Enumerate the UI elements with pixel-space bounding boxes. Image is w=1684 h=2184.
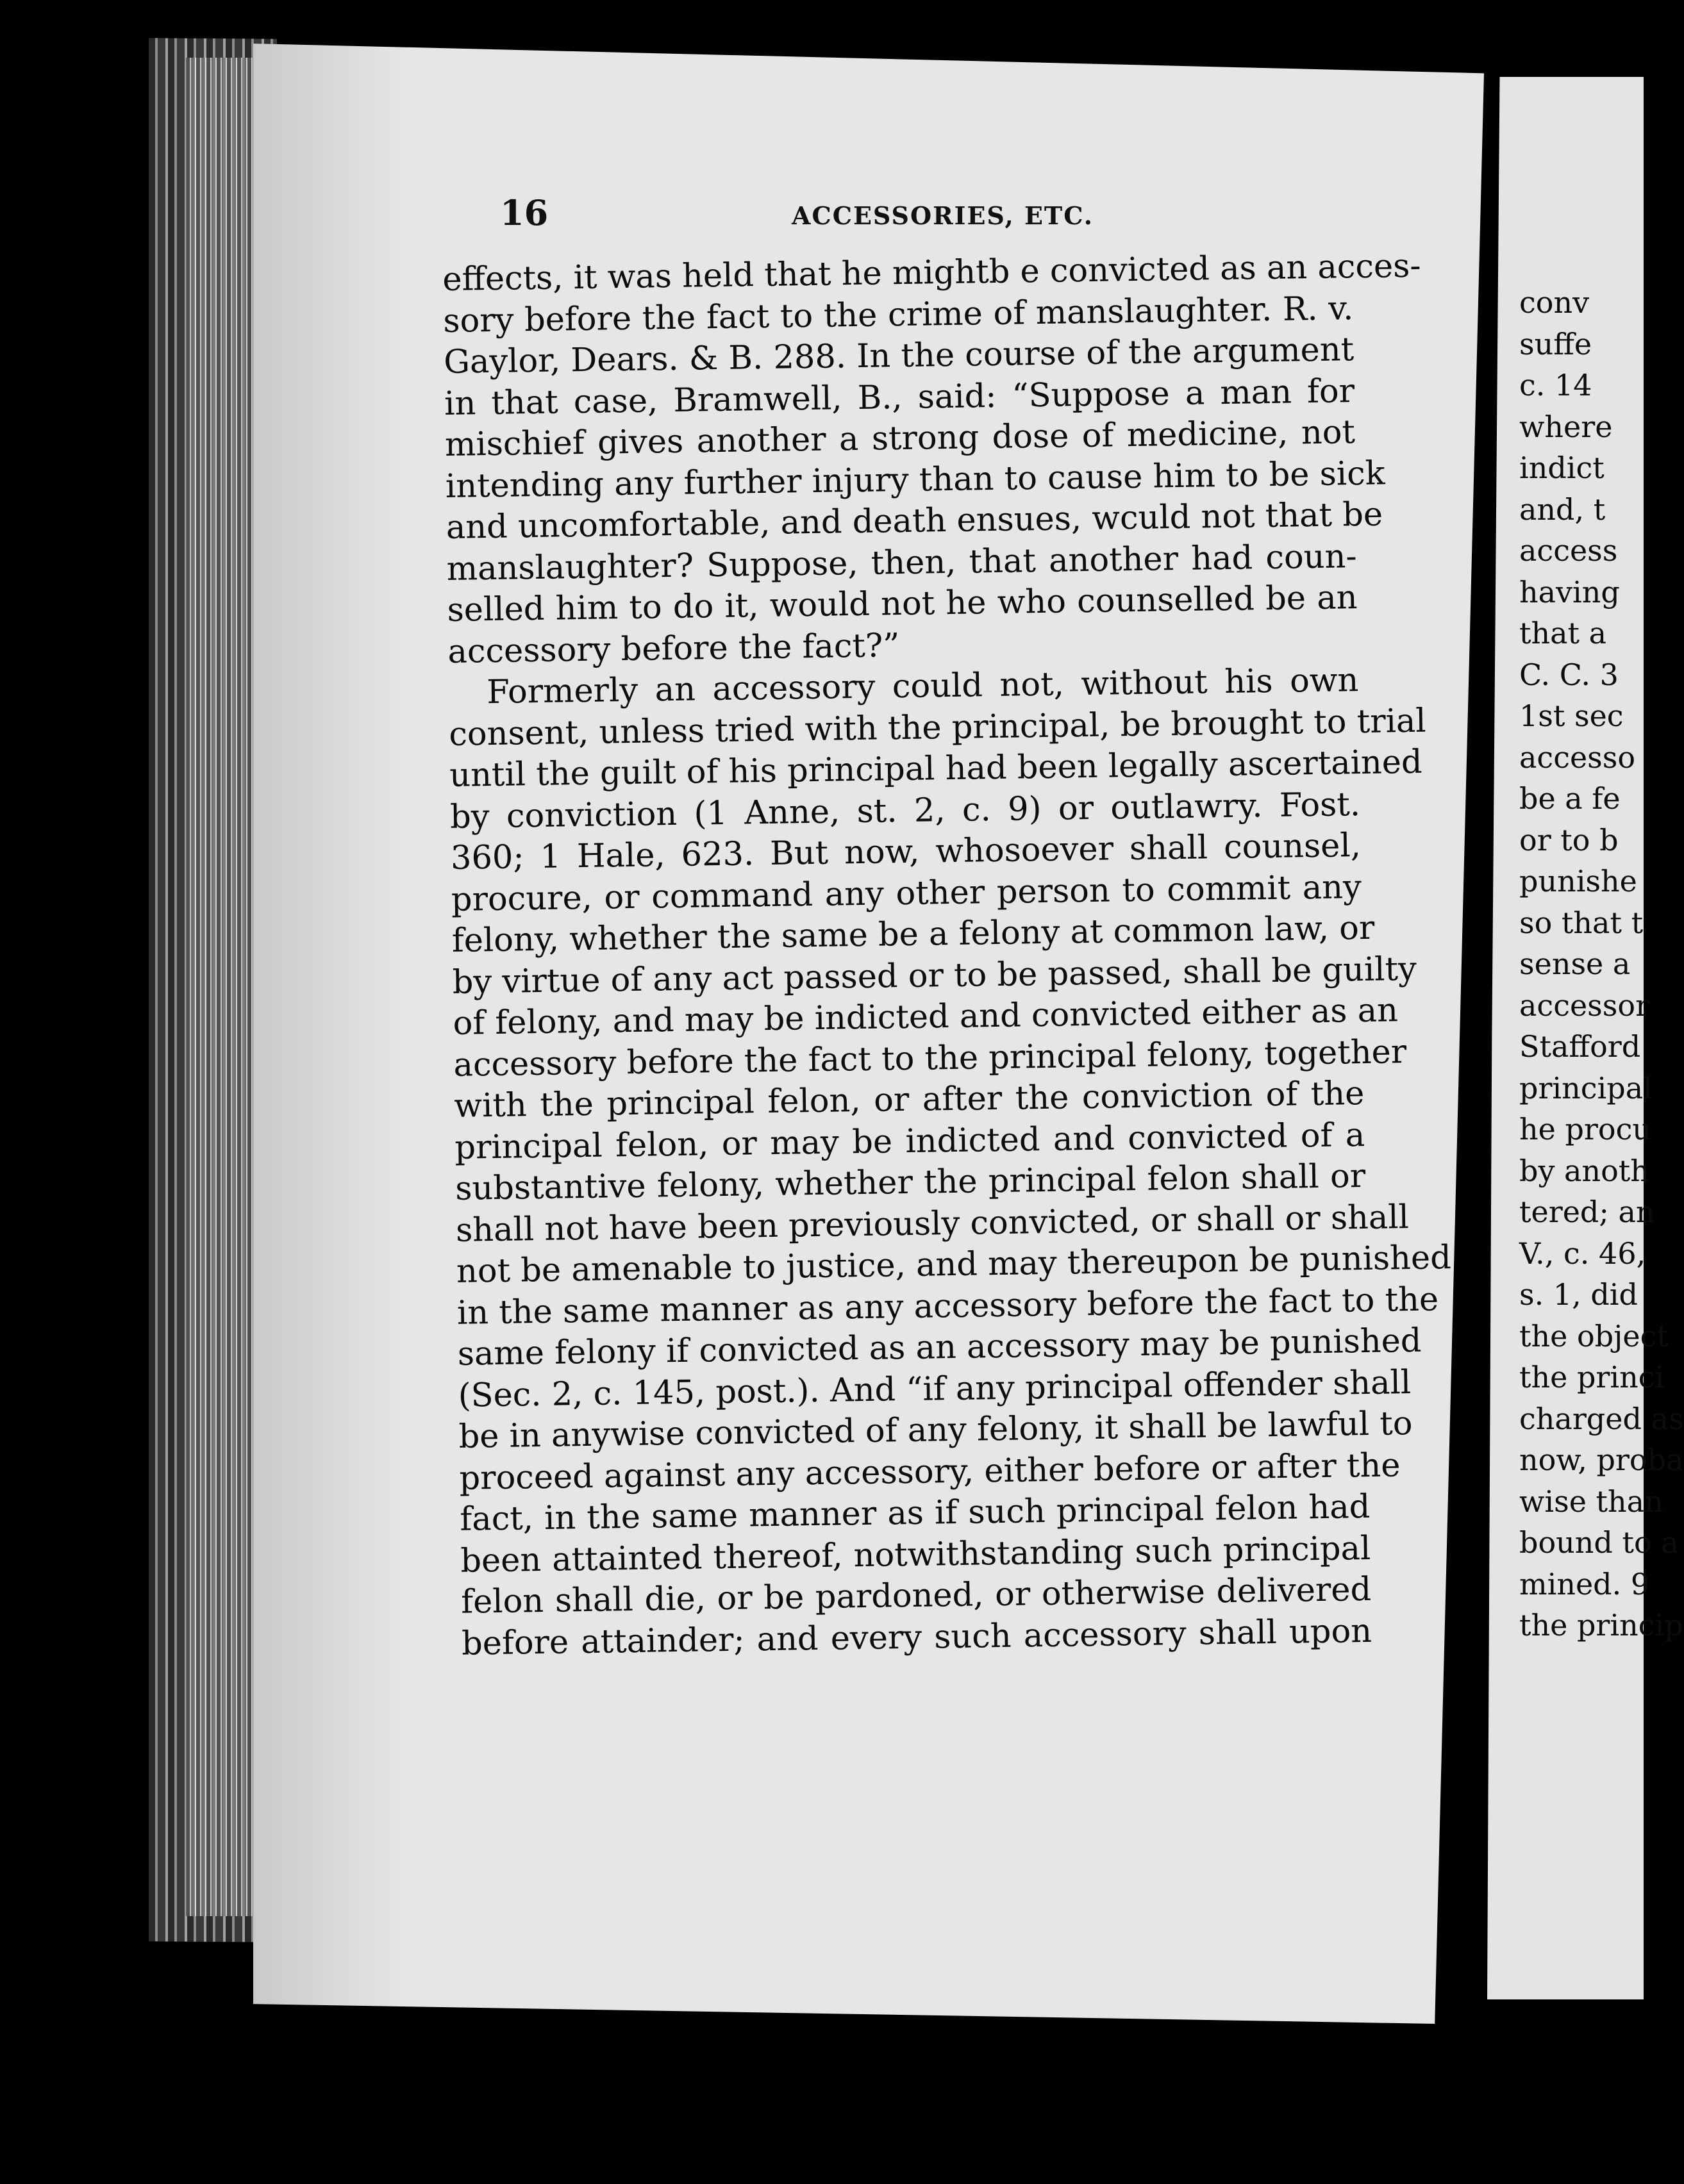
page-header [500,192,1397,244]
right-page-line: mined. 9 [1519,1566,1650,1601]
right-page-line: Stafford [1519,1029,1641,1064]
right-page-line: indict [1519,451,1605,485]
body-line: and uncomfortable, and death ensues, wculd not that be [446,495,1383,547]
body-line: fact, in the same manner as if such principal felon had [460,1487,1371,1539]
body-line: 360; 1 Hale, 623. But now, whosoever shall counsel, [450,827,1362,877]
right-page-line: the princi [1519,1360,1665,1394]
body-line: substantive felony, whether the principal felon shall or [454,1157,1366,1208]
body-line: in the same manner as any accessory before the fact to the [456,1280,1439,1332]
right-page-line: accesso [1519,740,1636,775]
body-line: felony, whether the same be a felony at common law, or [451,909,1375,960]
body-line: effects, it was held that he mightb e convicted as an acces- [442,247,1421,299]
left-page-gutter-shade [253,44,407,2024]
body-line: by conviction (1 Anne, st. 2, c. 9) or outlawry. Fost. [449,785,1361,836]
body-text [442,247,1452,1665]
body-line: be in anywise convicted of any felony, it shall be lawful to [458,1405,1413,1456]
right-page-line: principal [1519,1070,1653,1105]
body-line: mischief gives another a strong dose of medicine, not [444,413,1356,464]
right-page-line: 1st sec [1519,699,1624,733]
right-page-text [1519,282,1684,1646]
body-line: in that case, Bramwell, B., said: “Suppose a man for [444,372,1355,423]
right-page-line: charged as [1519,1401,1684,1436]
body-line: Formerly an accessory could not, without his own [487,661,1359,712]
right-page-line: he procu [1519,1112,1651,1146]
body-line: manslaughter? Suppose, then, that another had coun- [446,537,1358,588]
right-page-line: that a [1519,616,1607,650]
right-page-line: accessor [1519,988,1650,1023]
right-page-line: conv [1519,285,1590,320]
right-page-line: be a fe [1519,781,1621,816]
body-line: accessory before the fact?” [447,626,900,671]
body-line: by virtue of any act passed or to be passed, shall be guilty [452,950,1417,1002]
right-page-line: wise than [1519,1484,1663,1519]
right-page-line: the princip [1519,1608,1683,1642]
right-page-line: c. 14 [1519,368,1592,402]
page-number: 16 [500,192,549,233]
book-page-edges-inner [186,58,263,1916]
body-line: same felony if convicted as an accessory may be punished [457,1321,1422,1373]
right-page-line: having [1519,574,1620,609]
body-line: until the guilt of his principal had been legally ascertained [449,743,1423,795]
right-page-line: suffe [1519,326,1592,361]
right-page-line: V., c. 46, [1519,1236,1646,1271]
right-page-line: tered; an [1519,1195,1655,1229]
body-line: procure, or command any other person to commit any [451,868,1362,919]
right-page-line: punishe [1519,864,1637,898]
body-line: before attainder; and every such accessory shall upon [461,1612,1372,1663]
body-line: selled him to do it, would not he who counselled be an [447,579,1358,629]
right-page-line: where [1519,409,1613,444]
right-page-line: by anoth [1519,1153,1649,1188]
body-line: intending any further injury than to cause him to be sick [445,454,1385,506]
body-line: not be amenable to justice, and may thereupon be punished [456,1239,1452,1291]
body-line: principal felon, or may be indicted and convicted of a [454,1116,1365,1167]
body-line: with the principal felon, or after the conviction of the [454,1075,1365,1125]
right-page-line: access [1519,533,1618,568]
right-page-line: or to b [1519,822,1619,857]
body-line: of felony, and may be indicted and convicted either as an [453,991,1399,1043]
right-page-line: and, t [1519,492,1606,527]
right-page-line: bound to a [1519,1525,1679,1560]
right-page-line: so that t [1519,905,1644,940]
running-head: ACCESSORIES, ETC. [792,201,1094,230]
right-page-line: now, proba [1519,1443,1684,1477]
body-line: Gaylor, Dears. & B. 288. In the course of the argument [443,331,1355,381]
body-line: shall not have been previously convicted, or shall or shall [455,1198,1410,1250]
body-line: sory before the fact to the crime of manslaughter. R. v. [442,289,1354,340]
body-line: felon shall die, or be pardoned, or otherwise delivered [460,1570,1372,1621]
right-page-line: the object [1519,1318,1669,1353]
right-page-line: s. 1, did [1519,1277,1638,1312]
body-line: consent, unless tried with the principal, be brought to trial [448,702,1427,754]
right-page-line: C. C. 3 [1519,657,1619,692]
body-line: accessory before the fact to the principal felony, together [453,1032,1407,1084]
right-page-line: sense a [1519,947,1631,981]
body-line: proceed against any accessory, either before or after the [459,1446,1401,1498]
body-line: (Sec. 2, c. 145, post.). And “if any principal offender shall [458,1363,1412,1415]
body-line: been attainted thereof, notwithstanding such principal [460,1529,1371,1580]
